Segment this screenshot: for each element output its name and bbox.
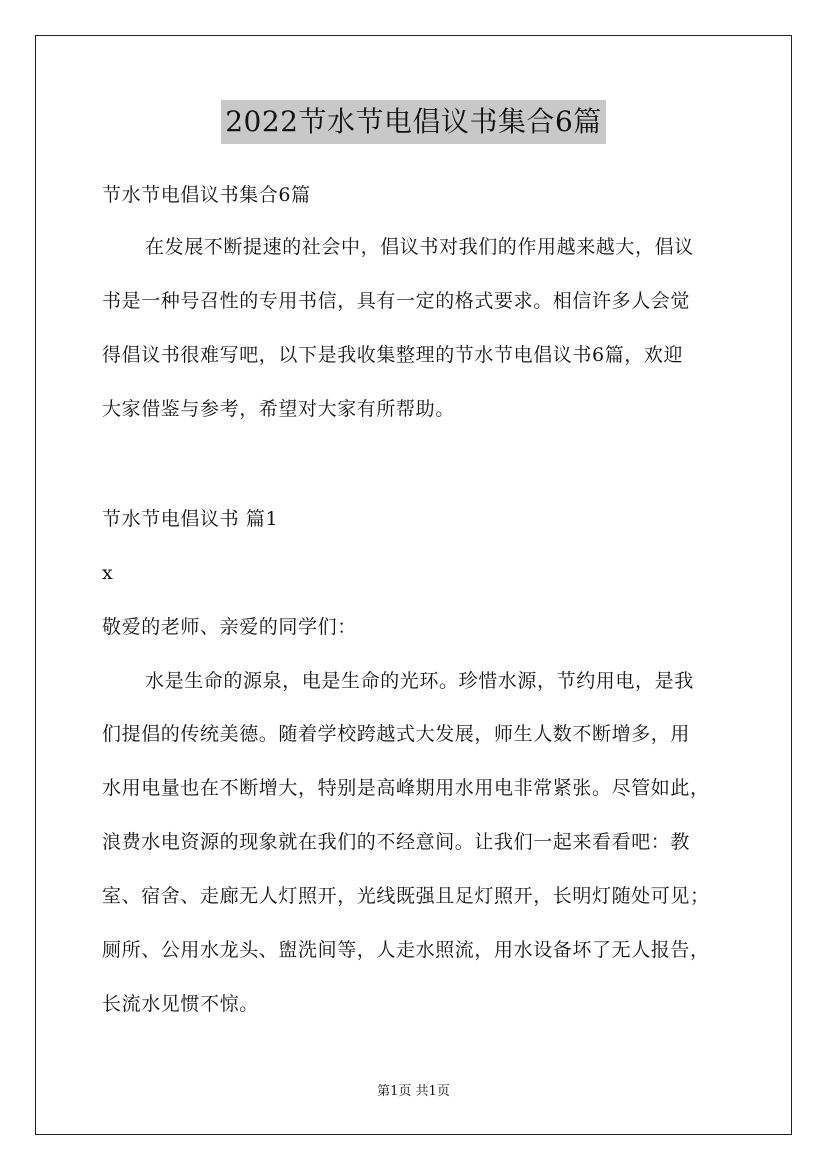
intro-line: 得倡议书很难写吧，以下是我收集整理的节水节电倡议书6篇，欢迎 [102, 344, 684, 366]
body-line: 水用电量也在不断增大，特别是高峰期用水用电非常紧张。尽管如此， [102, 777, 710, 799]
marker-text: x [102, 562, 114, 584]
document-subtitle: 节水节电倡议书集合6篇 [102, 184, 311, 206]
title-container [0, 100, 827, 144]
intro-line: 书是一种号召性的专用书信，具有一定的格式要求。相信许多人会觉 [102, 290, 691, 312]
body-line: 室、宿舍、走廊无人灯照开，光线既强且足灯照开，长明灯随处可见； [102, 885, 710, 907]
salutation: 敬爱的老师、亲爱的同学们： [102, 616, 357, 638]
body-line: 们提倡的传统美德。随着学校跨越式大发展，师生人数不断增多，用 [102, 723, 691, 745]
body-line: 水是生命的源泉，电是生命的光环。珍惜水源，节约用电，是我 [145, 670, 694, 692]
body-line: 长流水见惯不惊。 [102, 993, 259, 1015]
section-heading: 节水节电倡议书 篇1 [102, 508, 279, 530]
intro-line: 在发展不断提速的社会中，倡议书对我们的作用越来越大，倡议 [145, 236, 694, 258]
intro-line: 大家借鉴与参考，希望对大家有所帮助。 [102, 398, 455, 420]
body-line: 厕所、公用水龙头、盥洗间等，人走水照流，用水设备坏了无人报告， [102, 939, 710, 961]
page-footer: 第1页 共1页 [377, 1084, 450, 1099]
body-line: 浪费水电资源的现象就在我们的不经意间。让我们一起来看看吧：教 [102, 831, 691, 853]
document-title: 2022节水节电倡议书集合6篇 [221, 100, 606, 144]
